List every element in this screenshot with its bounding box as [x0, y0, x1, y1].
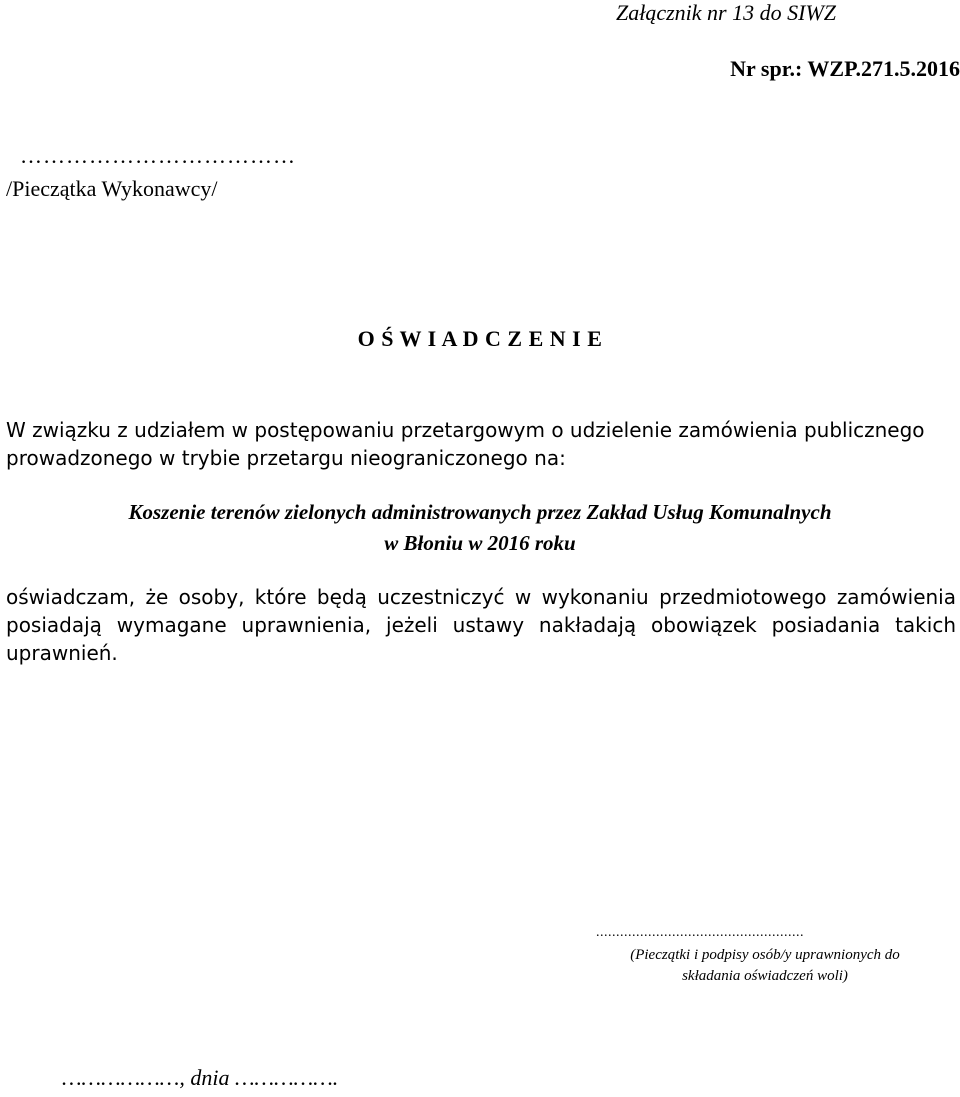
reference-number: Nr spr.: WZP.271.5.2016: [730, 56, 960, 81]
signature-caption: [590, 945, 940, 987]
contractor-stamp-label: /Pieczątka Wykonawcy/: [6, 176, 218, 201]
statement-paragraph: oświadczam, że osoby, które będą uczestniczyć w wykonaniu przedmiotowego zamówienia posiadają wymagane uprawnienia, jeżeli ustawy nakładają obowiązek posiadania takich uprawnień.: [6, 585, 956, 665]
place-and-date-placeholder: ………………, dnia …………….: [62, 1065, 339, 1090]
contract-subject: [0, 497, 960, 559]
document-title: O Ś W I A D C Z E N I E: [357, 326, 603, 351]
contract-subject-line-2: w Błoniu w 2016 roku: [384, 531, 576, 555]
annex-label: Załącznik nr 13 do SIWZ: [616, 0, 836, 25]
signature-caption-line-2: składania oświadczeń woli): [682, 968, 848, 984]
signature-placeholder: ....................................................: [596, 925, 804, 940]
signature-caption-line-1: (Pieczątki i podpisy osób/y uprawnionych do: [630, 947, 900, 963]
intro-paragraph: W związku z udziałem w postępowaniu przetargowym o udzielenie zamówienia publicznego prowadzonego w trybie przetargu nieograniczonego na:: [6, 418, 925, 470]
contract-subject-line-1: Koszenie terenów zielonych administrowanych przez Zakład Usług Komunalnych: [128, 500, 832, 524]
contractor-stamp-placeholder: ………………………………: [20, 143, 296, 168]
